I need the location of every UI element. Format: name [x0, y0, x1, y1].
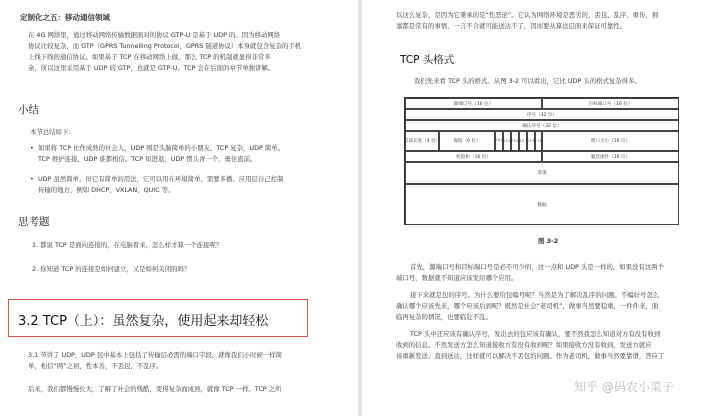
running-header: 定制化之五：移动通信领域	[20, 13, 110, 22]
summary-heading: 小结	[18, 104, 39, 116]
right-body-paragraphs: 首先，源端口号和目标端口号是必不可少的，这一点和 UDP 头是一样的。如果没有这两个 端口号，数据就不知道应该发给哪个应用。 接下来就是包的序号。为什么要给包编号呢？当然是为了解决乱序的问题。不编好号怎么 确认哪个应该先来，哪个应该后到呢？既然是社会“老司机”，做事当然要稳重，一件件来，面 临再复杂的情况，也要临危不乱。 TCP 头中还应该有确认序号，发出去的包应该有确认，要不然我怎么知道对方有没有收到 收到的信息。不然发送方怎么知道接收方有没有收到呢？如果接收方没有收到，发送方就应 该重新发送。直到送达，这样就可以解决不丢包的问题。作为老司机，做事当然要靠谱，答应了	[396, 263, 665, 360]
intro-paragraph: 在 4G 网络里，通过移动网络传输数据面对的协议 GTP-U 是基于 UDP 的。因为移动网络 协议比较复杂，而 GTP（GPRS Tunnelling Protocol，GPRS 隧道协议）本身就包含复杂的手机 上线下线的通信协议。如果基于 TCP 在移动网络上做，那么 TCP 的机制就显得非常多 余，所以这里采用基于 UDP 的 GTP，也就是 GTP-U。TCP 会在后面的章节单独讲解。	[28, 31, 302, 72]
flag-fin-cell: F I N	[535, 131, 542, 151]
flag-psh-cell: P S H	[511, 131, 519, 151]
flag-rst-cell: R S T	[519, 131, 527, 151]
bullet-dot: •	[30, 175, 34, 183]
options-cell: 选项	[405, 162, 679, 184]
checksum-cell: 校验和（16 位）	[405, 151, 542, 162]
watermark: 知乎 @码农小菜子	[574, 380, 674, 394]
seq-cell: 序号（32 位）	[405, 109, 679, 120]
flag-urg-cell: U R G	[495, 131, 503, 151]
right-top-paragraph: 以这么复杂，是因为它秉承的是“性恶论”。它认为网络环境是恶劣的，丢包、乱序、重传，拥 塞都是常有的事情，一言不合就可能送达不了，因而要从算法层面来保证可靠性。	[396, 11, 659, 30]
diagram-lead: 我们先来看 TCP 头的格式。从图 3-2 可以看出，它比 UDP 头的格式复杂得多。	[414, 77, 641, 85]
summary-lead: 本节总结如下：	[30, 128, 75, 136]
flag-syn-cell: S Y N	[527, 131, 535, 151]
figure-caption: 图 3-2	[538, 237, 559, 245]
tcp-header-diagram	[404, 97, 679, 225]
left-page	[0, 0, 358, 416]
data-cell: 数据	[405, 184, 679, 225]
src-port-cell: 源端口号（16 位）	[405, 98, 542, 109]
question-2: 2. 你知道 TCP 的连接是如何建立，又是如何关闭的吗？	[32, 265, 191, 273]
ack-cell: 确认序号（32 位）	[405, 120, 679, 131]
bullet-item: UDP 虽然简单，但它有简单的用法，它可以用在环境简单、需要多播、应用层自己控制 传输的地方，例如 DHCP、VXLAN、QUIC 等。	[38, 175, 284, 194]
chapter-title: 3.2 TCP（上）：虽然复杂，使用起来却轻松	[18, 314, 269, 329]
section-heading: TCP 头格式	[400, 54, 455, 66]
dst-port-cell: 目标端口号（16 位）	[542, 98, 679, 109]
think-heading: 思考题	[18, 216, 50, 228]
bullet-item: 如果将 TCP 比作成熟的社会人，UDP 则是头脑简单的小朋友。TCP 复杂，UDP 简单。 TCP 维护连接，UDP 谁都相信。TCP 知进退，UDP 愣头青一个，勇往直前。	[38, 144, 285, 163]
window-size-cell: 窗口大小（16 位）	[542, 131, 679, 151]
bullet-dot: •	[30, 144, 34, 152]
flag-ack-cell: A C K	[503, 131, 511, 151]
reserved-cell: 保留（6 位）	[439, 131, 495, 151]
urgent-pointer-cell: 紧急指针（16 位）	[542, 151, 679, 162]
chapter-paragraph: 3.1 节讲了 UDP，UDP 包中基本上包括了传输层必需的端口字段，就像我们小时候一样简 单，相信“网”之初，性本善，不丢包，不乱序。	[28, 351, 283, 370]
chapter-last-line: 后来，我们都慢慢长大，了解了社会的残酷，变得复杂而成熟，就像 TCP 一样。TCP 之所	[28, 385, 282, 393]
question-1: 1. 都说 TCP 是面向连接的，在电脑看来，怎么样才算一个连接呢？	[32, 241, 223, 249]
header-length-cell: 首部长度（4 位）	[405, 131, 439, 151]
